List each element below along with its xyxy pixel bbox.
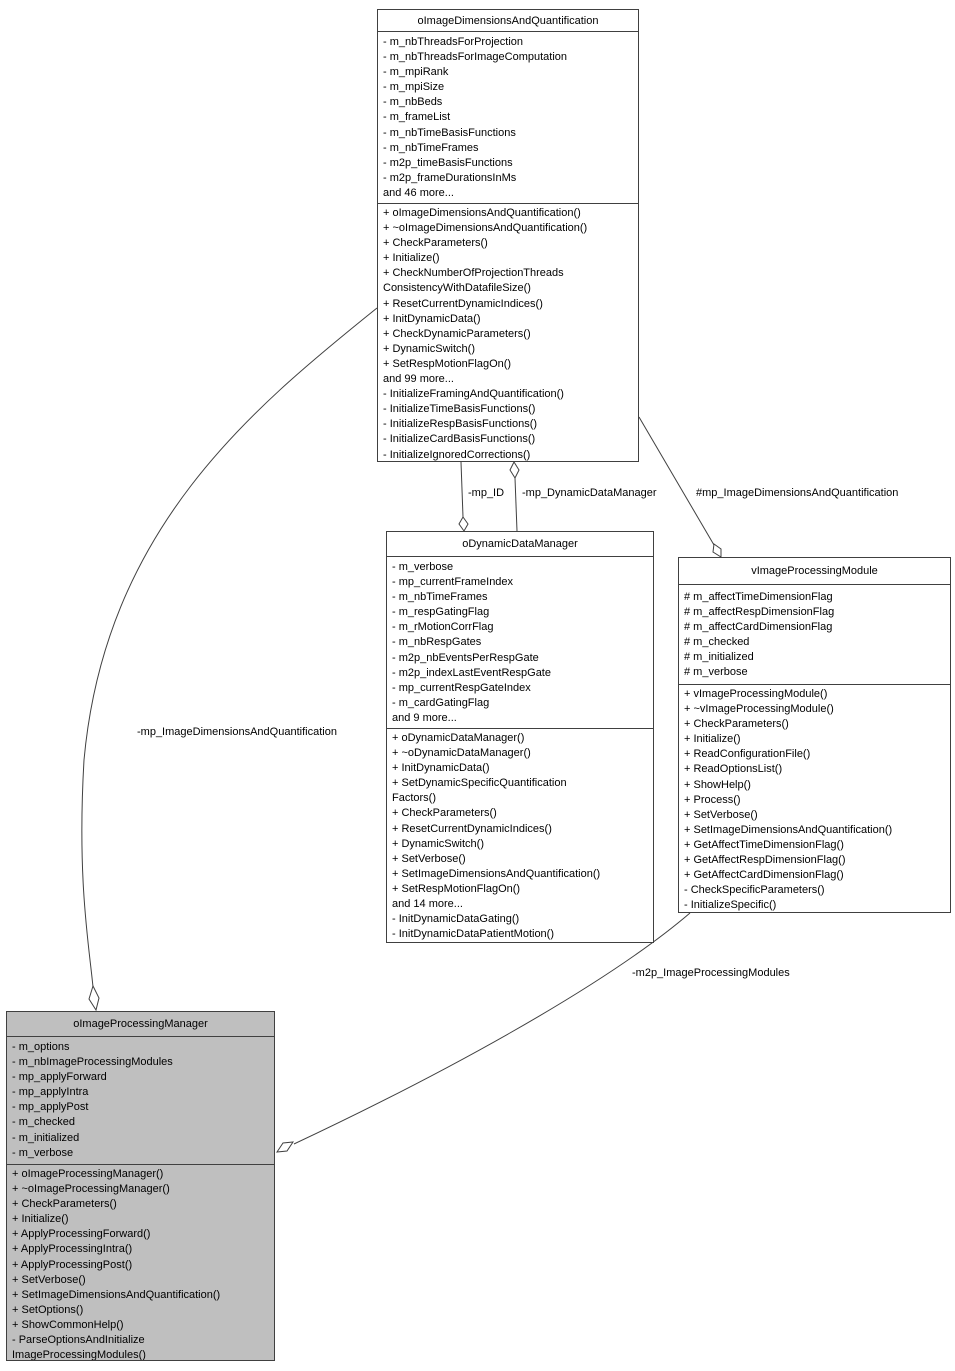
- class-box-odynamicdatamanager[interactable]: [386, 531, 654, 943]
- attribute-line: - m_nbTimeFrames: [392, 591, 488, 604]
- method-line: + InitDynamicData(): [392, 762, 490, 775]
- method-line: ConsistencyWithDatafileSize(): [383, 282, 531, 295]
- method-line: + SetDynamicSpecificQuantification: [392, 777, 567, 790]
- attribute-line: - m_verbose: [12, 1146, 74, 1159]
- edge-mp-imagedimensions-manager-aggregation-diamond-icon: [89, 986, 99, 1010]
- attribute-line: and 46 more...: [383, 186, 454, 199]
- method-line: - InitializeIgnoredCorrections(): [383, 448, 531, 461]
- class-methods: [679, 685, 950, 912]
- method-line: + InitDynamicData(): [383, 312, 481, 325]
- attribute-line: - m_frameList: [383, 111, 451, 124]
- edge-label-mp-dynamicdatamanager: -mp_DynamicDataManager: [522, 487, 657, 499]
- method-line: + oImageProcessingManager(): [12, 1168, 164, 1180]
- attribute-line: - m_nbTimeFrames: [383, 141, 479, 154]
- method-line: + ShowHelp(): [684, 778, 751, 791]
- attribute-line: # m_checked: [684, 636, 750, 649]
- method-line: + SetRespMotionFlagOn(): [383, 357, 512, 370]
- edge-mp-imagedimensions-vipm-line: [639, 417, 714, 545]
- method-line: + CheckNumberOfProjectionThreads: [383, 267, 564, 280]
- attribute-line: - mp_currentRespGateIndex: [392, 681, 531, 694]
- class-title: oImageDimensionsAndQuantification: [378, 10, 638, 32]
- method-line: + ~oDynamicDataManager(): [392, 747, 531, 760]
- attribute-line: - mp_applyIntra: [12, 1086, 89, 1099]
- attribute-line: - m2p_timeBasisFunctions: [383, 156, 513, 169]
- edge-mp-imagedimensions-manager-line: [82, 308, 377, 987]
- method-line: + vImageProcessingModule(): [684, 688, 828, 700]
- attribute-line: - m_initialized: [12, 1131, 80, 1144]
- method-line: - InitDynamicDataGating(): [392, 913, 520, 926]
- method-line: + CheckParameters(): [383, 237, 488, 250]
- method-line: Factors(): [392, 792, 436, 805]
- edge-label-mp-imagedimensionsandquantification-private: -mp_ImageDimensionsAndQuantification: [137, 726, 337, 738]
- method-line: + ReadConfigurationFile(): [684, 748, 811, 761]
- attribute-line: # m_initialized: [684, 651, 754, 664]
- method-line: + CheckParameters(): [392, 807, 497, 820]
- method-line: + ~oImageDimensionsAndQuantification(): [383, 222, 588, 235]
- attribute-line: - m_rMotionCorrFlag: [392, 621, 494, 634]
- class-box-oimagedimensionsandquantification[interactable]: [377, 9, 639, 462]
- method-line: + SetVerbose(): [392, 852, 466, 865]
- edge-m2p-imageprocessingmodules-line: [294, 913, 690, 1144]
- method-line: + GetAffectCardDimensionFlag(): [684, 869, 844, 882]
- method-line: + ShowCommonHelp(): [12, 1318, 124, 1331]
- method-line: + Initialize(): [684, 733, 741, 746]
- class-title: vImageProcessingModule: [679, 558, 950, 585]
- method-line: - InitDynamicDataPatientMotion(): [392, 928, 555, 941]
- edge-mp-imagedimensions-vipm-aggregation-diamond-icon: [713, 544, 721, 557]
- method-line: + oImageDimensionsAndQuantification(): [383, 207, 581, 219]
- method-line: ImageProcessingModules(): [12, 1349, 146, 1360]
- method-line: + Initialize(): [383, 252, 440, 265]
- method-line: - InitializeFramingAndQuantification(): [383, 388, 564, 401]
- method-line: + GetAffectTimeDimensionFlag(): [684, 838, 844, 851]
- method-line: - InitializeCardBasisFunctions(): [383, 433, 536, 446]
- method-line: + ResetCurrentDynamicIndices(): [392, 822, 552, 835]
- attribute-line: - m_nbBeds: [383, 96, 443, 109]
- method-line: + ApplyProcessingPost(): [12, 1258, 133, 1271]
- class-box-vimageprocessingmodule[interactable]: [678, 557, 951, 913]
- method-line: - InitializeTimeBasisFunctions(): [383, 403, 536, 416]
- class-title: oImageProcessingManager: [7, 1012, 274, 1037]
- method-line: + Initialize(): [12, 1213, 69, 1226]
- method-line: + CheckDynamicParameters(): [383, 327, 531, 340]
- method-line: - ParseOptionsAndInitialize: [12, 1334, 145, 1347]
- attribute-line: - mp_currentFrameIndex: [392, 576, 514, 589]
- method-line: + SetImageDimensionsAndQuantification(): [392, 867, 601, 880]
- edge-m2p-imageprocessingmodules-aggregation-diamond-icon: [277, 1142, 293, 1152]
- attribute-line: # m_affectTimeDimensionFlag: [684, 591, 833, 603]
- edge-mp-dynamicdatamanager-line: [515, 478, 517, 531]
- method-line: + DynamicSwitch(): [383, 342, 475, 355]
- class-attributes: [378, 32, 638, 204]
- class-attributes: [679, 585, 950, 685]
- attribute-line: - m_options: [12, 1041, 70, 1053]
- attribute-line: - m_nbRespGates: [392, 636, 482, 649]
- method-line: - CheckSpecificParameters(): [684, 884, 825, 897]
- attribute-line: - m2p_nbEventsPerRespGate: [392, 651, 539, 664]
- attribute-line: - m_nbThreadsForProjection: [383, 36, 524, 48]
- class-methods: [387, 729, 653, 942]
- method-line: + GetAffectRespDimensionFlag(): [684, 854, 846, 867]
- method-line: + SetRespMotionFlagOn(): [392, 882, 521, 895]
- method-line: + SetVerbose(): [12, 1273, 86, 1286]
- attribute-line: - m_mpiRank: [383, 66, 449, 79]
- attribute-line: - m_cardGatingFlag: [392, 696, 490, 709]
- method-line: + SetOptions(): [12, 1303, 84, 1316]
- method-line: + SetImageDimensionsAndQuantification(): [684, 823, 893, 836]
- method-line: + ~vImageProcessingModule(): [684, 703, 834, 716]
- class-box-oimageprocessingmanager[interactable]: [6, 1011, 275, 1361]
- class-attributes: [387, 557, 653, 729]
- attribute-line: and 9 more...: [392, 711, 457, 724]
- class-methods: [7, 1165, 274, 1360]
- attribute-line: - m_verbose: [392, 561, 454, 573]
- method-line: + DynamicSwitch(): [392, 837, 484, 850]
- method-line: + CheckParameters(): [684, 718, 789, 731]
- method-line: + ApplyProcessingIntra(): [12, 1243, 133, 1256]
- class-methods: [378, 204, 638, 461]
- attribute-line: - m_checked: [12, 1116, 75, 1129]
- method-line: + Process(): [684, 793, 741, 806]
- method-line: + ReadOptionsList(): [684, 763, 783, 776]
- edge-mp-id-aggregation-diamond-icon: [459, 517, 468, 531]
- attribute-line: - m_nbThreadsForImageComputation: [383, 51, 568, 64]
- method-line: + ApplyProcessingForward(): [12, 1228, 151, 1241]
- method-line: + SetImageDimensionsAndQuantification(): [12, 1288, 221, 1301]
- attribute-line: # m_affectRespDimensionFlag: [684, 606, 835, 619]
- attribute-line: - m_mpiSize: [383, 81, 445, 94]
- attribute-line: - m_respGatingFlag: [392, 606, 490, 619]
- method-line: + CheckParameters(): [12, 1198, 117, 1211]
- attribute-line: # m_verbose: [684, 666, 748, 679]
- method-line: and 14 more...: [392, 898, 463, 911]
- attribute-line: - mp_applyPost: [12, 1101, 89, 1114]
- method-line: + oDynamicDataManager(): [392, 732, 525, 744]
- attribute-line: # m_affectCardDimensionFlag: [684, 621, 833, 634]
- method-line: - InitializeSpecific(): [684, 899, 777, 912]
- method-line: - InitializeRespBasisFunctions(): [383, 418, 538, 431]
- edge-label-mp-imagedimensionsandquantification-protected: #mp_ImageDimensionsAndQuantification: [696, 487, 899, 499]
- edge-label-m2p-imageprocessingmodules: -m2p_ImageProcessingModules: [632, 967, 790, 979]
- method-line: + ~oImageProcessingManager(): [12, 1183, 170, 1196]
- method-line: + ResetCurrentDynamicIndices(): [383, 297, 543, 310]
- attribute-line: - m2p_frameDurationsInMs: [383, 171, 517, 184]
- attribute-line: - mp_applyForward: [12, 1071, 107, 1084]
- class-title: oDynamicDataManager: [387, 532, 653, 557]
- attribute-line: - m_nbImageProcessingModules: [12, 1056, 173, 1069]
- method-line: + SetVerbose(): [684, 808, 758, 821]
- edge-mp-dynamicdatamanager-aggregation-diamond-icon: [510, 462, 519, 478]
- method-line: and 99 more...: [383, 373, 454, 386]
- attribute-line: - m2p_indexLastEventRespGate: [392, 666, 551, 679]
- class-attributes: [7, 1037, 274, 1165]
- edge-mp-id-line: [461, 462, 463, 517]
- attribute-line: - m_nbTimeBasisFunctions: [383, 126, 516, 139]
- edge-label-mp-id: -mp_ID: [468, 487, 505, 499]
